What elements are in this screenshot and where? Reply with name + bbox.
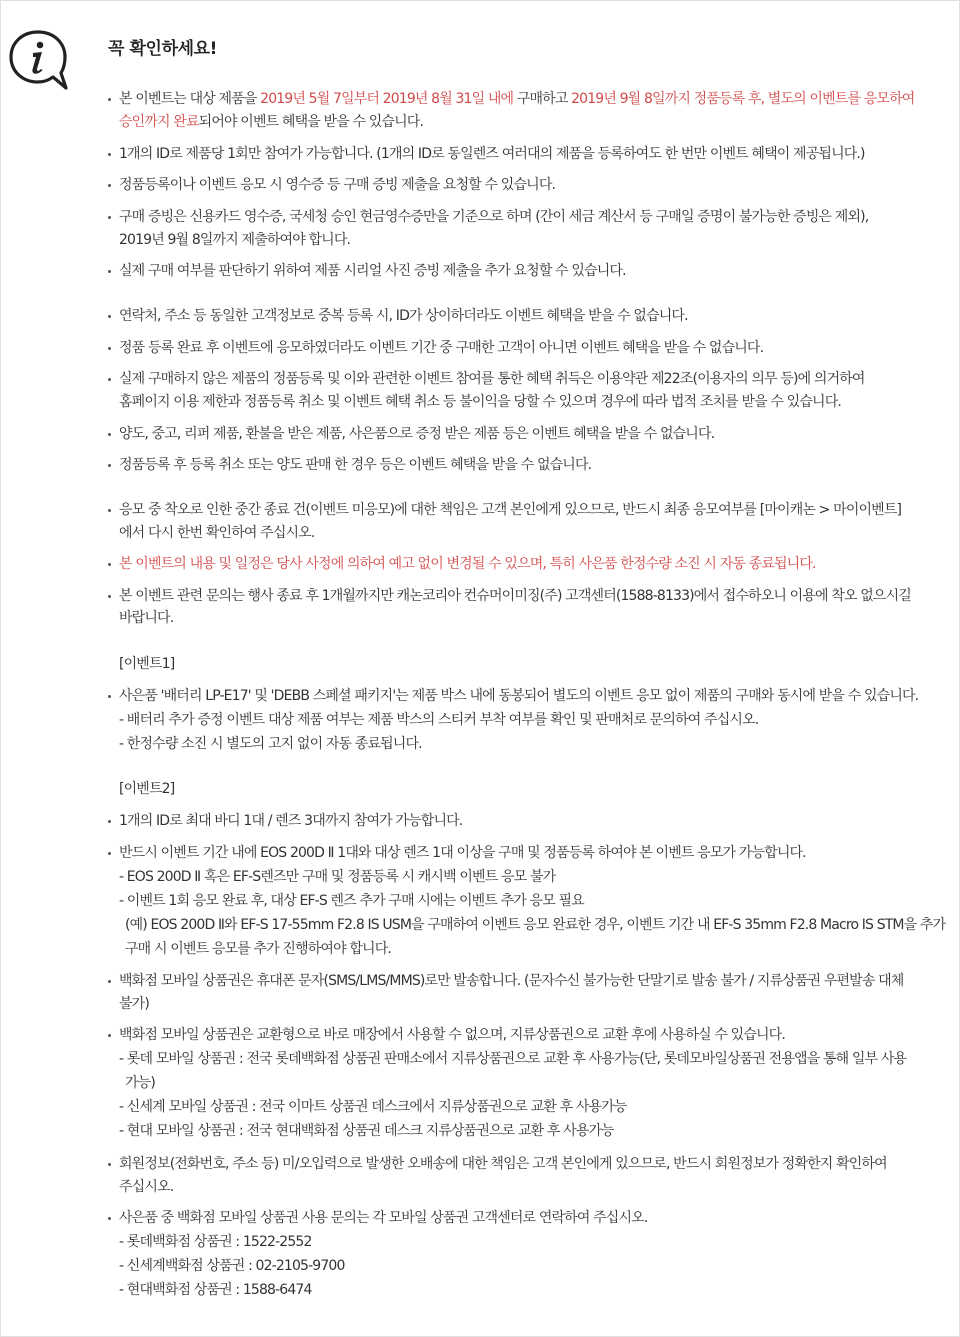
notice-line	[119, 1155, 887, 1173]
notice-line	[119, 655, 174, 673]
notice-line	[125, 940, 391, 958]
bullet-dot	[108, 1034, 111, 1037]
bullet-dot	[108, 1217, 111, 1220]
notice-text: 정품등록이나 이벤트 응모 시 영수증 등 구매 증빙 제출을 요청할 수 있습니다.	[119, 177, 556, 193]
bullet-dot	[108, 347, 111, 350]
notice-line	[119, 1281, 312, 1299]
bullet-dot	[108, 980, 111, 983]
notice-line	[119, 555, 816, 573]
notice-text: 회원정보(전화번호, 주소 등) 미/오입력으로 발생한 오배송에 대한 책임은 고객 본인에게 있으므로, 반드시 회원정보가 정확한지 확인하여	[119, 1156, 887, 1172]
bullet-dot	[108, 433, 111, 436]
notice-line	[119, 1122, 614, 1140]
notice-line	[119, 1026, 785, 1044]
notice-line	[119, 393, 841, 411]
notice-text: 가능)	[125, 1075, 155, 1091]
notice-line	[119, 711, 758, 729]
notice-line	[119, 609, 173, 627]
bullet-dot	[108, 1163, 111, 1166]
notice-line	[119, 995, 149, 1013]
notice-text: 사은품 중 백화점 모바일 상품권 사용 문의는 각 모바일 상품권 고객센터로 연락하여 주십시오.	[119, 1210, 648, 1226]
notice-text: 1개의 ID로 제품당 1회만 참여가 가능합니다. (1개의 ID로 동일렌즈 여러대의 제품을 등록하여도 한 번만 이벤트 혜택이 제공됩니다.)	[119, 146, 865, 162]
notice-line	[119, 145, 865, 163]
notice-line	[125, 1074, 155, 1092]
notice-text: 1개의 ID로 최대 바디 1대 / 렌즈 3대까지 참여가 가능합니다.	[119, 813, 463, 829]
notice-line	[119, 370, 865, 388]
notice-text: - 롯데 모바일 상품권 : 전국 롯데백화점 상품권 판매소에서 지류상품권으로 교환 후 사용가능(단, 롯데모바일상품권 전용앱을 통해 일부 사용	[119, 1051, 907, 1067]
notice-text: - 신세계 모바일 상품권 : 전국 이마트 상품권 데스크에서 지류상품권으로 교환 후 사용가능	[119, 1099, 627, 1115]
notice-text: 바랍니다.	[119, 610, 174, 626]
info-speech-icon	[8, 28, 70, 90]
notice-line	[119, 90, 914, 108]
notice-line	[119, 208, 868, 226]
bullet-dot	[108, 563, 111, 566]
notice-line	[119, 1233, 312, 1251]
notice-text: 구매 증빙은 신용카드 영수증, 국세청 승인 현금영수증만을 기준으로 하며 (간이 세금 계산서 등 구매일 증명이 불가능한 증빙은 제외),	[119, 209, 869, 225]
notice-text: 실제 구매하지 않은 제품의 정품등록 및 이와 관련한 이벤트 참여를 통한 혜택 취득은 이용약관 제22조(이용자의 의무 등)에 의거하여	[119, 371, 865, 387]
notice-text: 주십시오.	[119, 1179, 174, 1195]
bullet-dot	[108, 98, 111, 101]
notice-line	[125, 916, 945, 934]
bullet-dot	[108, 270, 111, 273]
notice-line	[119, 868, 555, 886]
notice-text-highlight: 승인까지 완료	[119, 114, 199, 130]
bullet-dot	[108, 184, 111, 187]
bullet-dot	[108, 509, 111, 512]
notice-text-highlight: 2019년 9월 8일까지 정품등록 후, 별도의 이벤트를 응모하여	[571, 91, 915, 107]
notice-line	[119, 113, 423, 131]
notice-text: 불가)	[119, 996, 149, 1012]
notice-text: 백화점 모바일 상품권은 교환형으로 바로 매장에서 사용할 수 없으며, 지류상품권으로 교환 후에 사용하실 수 있습니다.	[119, 1027, 785, 1043]
notice-text: - 배터리 추가 증정 이벤트 대상 제품 여부는 제품 박스의 스티커 부착 여부를 확인 및 판매처로 문의하여 주십시오.	[119, 712, 759, 728]
notice-line	[119, 972, 903, 990]
notice-text-highlight: 본 이벤트의 내용 및 일정은 당사 사정에 의하여 예고 없이 변경될 수 있으며, 특히 사은품 한정수량 소진 시 자동 종료됩니다.	[119, 556, 816, 572]
notice-text: 홈페이지 이용 제한과 정품등록 취소 및 이벤트 혜택 취소 등 불이익을 당할 수 있으며 경우에 따라 법적 조치를 받을 수 있습니다.	[119, 394, 841, 410]
notice-line	[119, 425, 714, 443]
notice-text: - EOS 200D Ⅱ 혹은 EF-S렌즈만 구매 및 정품등록 시 캐시백 이벤트 응모 불가	[119, 869, 556, 885]
bullet-dot	[108, 595, 111, 598]
notice-text: - 현대백화점 상품권 : 1588-6474	[119, 1282, 312, 1298]
notice-line	[119, 812, 462, 830]
notice-text: - 현대 모바일 상품권 : 전국 현대백화점 상품권 데스크 지류상품권으로 교환 후 사용가능	[119, 1123, 614, 1139]
notice-text: 정품 등록 완료 후 이벤트에 응모하였더라도 이벤트 기간 중 구매한 고객이 아니면 이벤트 혜택을 받을 수 없습니다.	[119, 340, 764, 356]
notice-line	[119, 892, 584, 910]
notice-text: 본 이벤트는 대상 제품을	[119, 91, 261, 107]
bullet-dot	[108, 852, 111, 855]
notice-text-highlight: 2019년 5월 7일부터 2019년 8월 31일 내에	[260, 91, 517, 107]
notice-line	[119, 1209, 647, 1227]
bullet-dot	[108, 464, 111, 467]
notice-text: (예) EOS 200D Ⅱ와 EF-S 17-55mm F2.8 IS USM을 구매하여 이벤트 응모 완료한 경우, 이벤트 기간 내 EF-S 35mm F2.8 Macro IS STM을 추가	[125, 917, 946, 933]
notice-line	[119, 687, 918, 705]
bullet-dot	[108, 820, 111, 823]
notice-line	[119, 735, 422, 753]
notice-line	[119, 307, 688, 325]
notice-text: 되어야 이벤트 혜택을 받을 수 있습니다.	[198, 114, 424, 130]
notice-text: [이벤트1]	[119, 656, 175, 672]
notice-text: 반드시 이벤트 기간 내에 EOS 200D Ⅱ 1대와 대상 렌즈 1대 이상을 구매 및 정품등록 하여야 본 이벤트 응모가 가능합니다.	[119, 845, 806, 861]
notice-text: 응모 중 착오로 인한 중간 종료 건(이벤트 미응모)에 대한 책임은 고객 본인에게 있으므로, 반드시 최종 응모여부를 [마이캐논 > 마이이벤트]	[119, 502, 902, 518]
notice-text: 본 이벤트 관련 문의는 행사 종료 후 1개월까지만 캐논코리아 컨슈머이미징(주) 고객센터(1588-8133)에서 접수하오니 이용에 착오 없으시길	[119, 588, 911, 604]
bullet-dot	[108, 153, 111, 156]
notice-line	[119, 1257, 345, 1275]
notice-text: [이벤트2]	[119, 781, 175, 797]
notice-text: - 신세계백화점 상품권 : 02-2105-9700	[119, 1258, 345, 1274]
notice-text: 연락처, 주소 등 동일한 고객정보로 중복 등록 시, ID가 상이하더라도 이벤트 혜택을 받을 수 없습니다.	[119, 308, 688, 324]
notice-line	[119, 1098, 627, 1116]
notice-text: - 롯데백화점 상품권 : 1522-2552	[119, 1234, 312, 1250]
notice-line	[119, 587, 911, 605]
notice-text: - 한정수량 소진 시 별도의 고지 없이 자동 종료됩니다.	[119, 736, 422, 752]
notice-text: 구매하고	[516, 91, 572, 107]
bullet-dot	[108, 315, 111, 318]
notice-line	[119, 262, 626, 280]
notice-line	[119, 524, 314, 542]
notice-text: 2019년 9월 8일까지 제출하여야 합니다.	[119, 232, 351, 248]
notice-line	[119, 339, 763, 357]
notice-text: 실제 구매 여부를 판단하기 위하여 제품 시리얼 사진 증빙 제출을 추가 요청할 수 있습니다.	[119, 263, 626, 279]
notice-text: 사은품 '배터리 LP-E17' 및 'DEBB 스페셜 패키지'는 제품 박스 내에 동봉되어 별도의 이벤트 응모 없이 제품의 구매와 동시에 받을 수 있습니다.	[119, 688, 919, 704]
notice-line	[119, 1050, 906, 1068]
page-title: 꼭 확인하세요!	[108, 39, 218, 59]
bullet-dot	[108, 695, 111, 698]
notice-text: - 이벤트 1회 응모 완료 후, 대상 EF-S 렌즈 추가 구매 시에는 이벤트 추가 응모 필요	[119, 893, 584, 909]
bullet-dot	[108, 378, 111, 381]
notice-text: 정품등록 후 등록 취소 또는 양도 판매 한 경우 등은 이벤트 혜택을 받을 수 없습니다.	[119, 457, 592, 473]
notice-line	[119, 456, 591, 474]
notice-line	[119, 780, 174, 798]
notice-line	[119, 1178, 173, 1196]
notice-text: 에서 다시 한번 확인하여 주십시오.	[119, 525, 315, 541]
notice-text: 양도, 중고, 리퍼 제품, 환불을 받은 제품, 사은품으로 증정 받은 제품 등은 이벤트 혜택을 받을 수 없습니다.	[119, 426, 715, 442]
notice-line	[119, 231, 350, 249]
notice-line	[119, 176, 555, 194]
bullet-dot	[108, 216, 111, 219]
notice-line	[119, 501, 901, 519]
notice-line	[119, 844, 806, 862]
notice-text: 백화점 모바일 상품권은 휴대폰 문자(SMS/LMS/MMS)로만 발송합니다. (문자수신 불가능한 단말기로 발송 불가 / 지류상품권 우편발송 대체	[119, 973, 904, 989]
notice-text: 구매 시 이벤트 응모를 추가 진행하여야 합니다.	[125, 941, 392, 957]
